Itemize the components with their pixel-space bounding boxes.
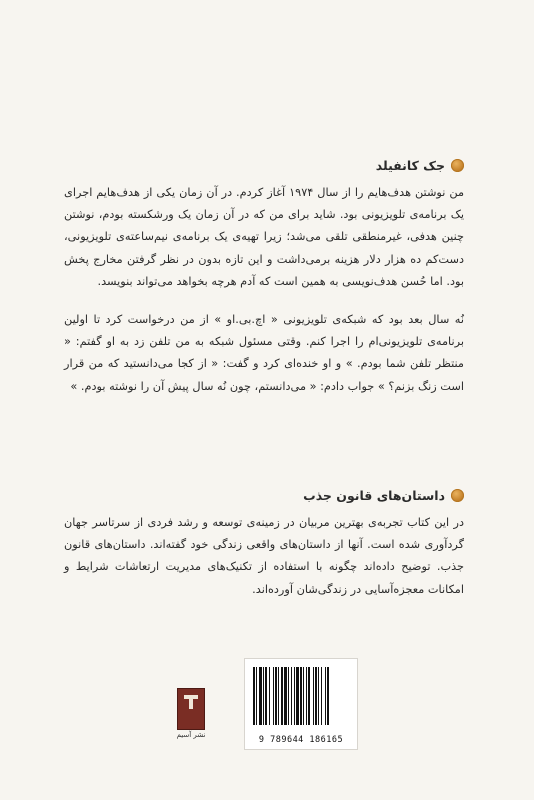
- author-name: جک کانفیلد: [375, 157, 445, 173]
- section-heading: [64, 484, 464, 506]
- publisher-logo-icon: [182, 693, 200, 711]
- barcode: [244, 658, 358, 750]
- paragraph: نُه سال بعد بود که شبکه‌ی تلویزیونی « اچ.بی.او » از من درخواست کرد تا اولین برنامه‌ی تلویزیونی‌ام را اجرا کنم. وقتی مسئول شبکه به من تلفن زد به او گفتم: « منتظر تلفن شما بودم. » و او خنده‌ای کرد و گفت: « از کجا می‌دانستید که من قرار است زنگ بزنم؟ » جواب دادم: « می‌دانستم، چون نُه سال پیش آن را نوشته بودم. »: [64, 313, 464, 393]
- flower-bullet-icon: [451, 489, 464, 502]
- publisher-name: نشر آسیم: [176, 731, 206, 739]
- book-text: [64, 512, 464, 601]
- flower-bullet-icon: [451, 159, 464, 172]
- author-text: [64, 182, 464, 398]
- paragraph: در این کتاب تجربه‌ی بهترین مربیان در زمینه‌ی توسعه و رشد فردی از سرتاسر جهان گردآوری شده است. آنها از داستان‌های واقعی زندگی خود گفته‌اند. داستان‌های قانون جذب. توضیح داده‌اند چگونه با استفاده از تکنیک‌های مدیریت ارتعاشات شرایط و امکانات معجزه‌آسایی در زندگی‌شان آورده‌اند.: [64, 516, 464, 596]
- book-section: [64, 484, 464, 601]
- publisher-logo: [177, 688, 205, 730]
- barcode-bars-icon: [253, 667, 349, 725]
- book-title: داستان‌های قانون جذب: [303, 487, 445, 503]
- paragraph: من نوشتن هدف‌هایم را از سال ۱۹۷۴ آغاز کردم. در آن زمان یکی از هدف‌هایم اجرای یک برنامه‌ی تلویزیونی بود. شاید برای من که در آن زمان یک ورشکسته بودم، نوشتن چنین هدفی، غیرمنطقی تلقی می‌شد؛ زیرا تهیه‌ی یک برنامه‌ی نیم‌ساعته‌ی تلویزیونی، دست‌کم ده هزار دلار هزینه برمی‌داشت و این تازه بدون در نظر گرفتن مخارج پخش بود. اما حُسن هدف‌نویسی به همین است که آدم هرچه بخواهد می‌تواند بنویسد.: [64, 186, 464, 288]
- barcode-number: 9 789644 186165: [258, 735, 344, 745]
- section-heading: [64, 154, 464, 176]
- author-section: [64, 154, 464, 398]
